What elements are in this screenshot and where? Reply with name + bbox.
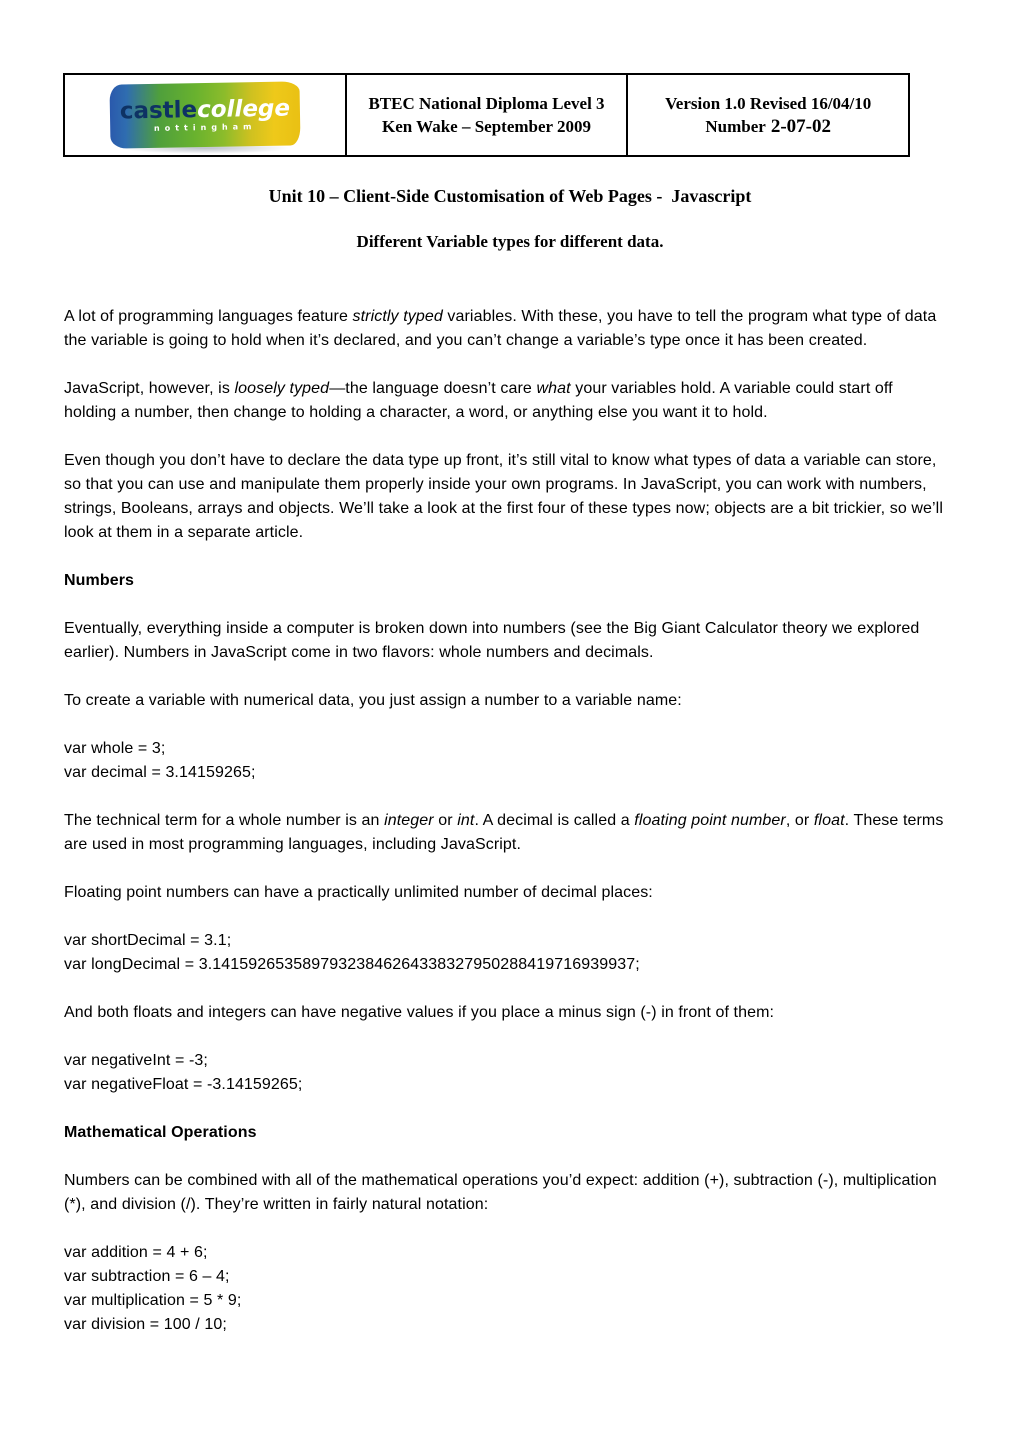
section-heading-mathematical-operations: Mathematical Operations [64,1124,257,1141]
italic-text-segment: what [536,380,571,397]
logo-brand [119,97,290,123]
italic-text-segment: int [457,812,475,829]
code-line: var subtraction = 6 – 4; [64,1268,230,1285]
course-info-cell [347,75,629,155]
code-line: var negativeInt = -3; [64,1052,208,1069]
version-line: Version 1.0 Revised 16/04/10 [665,94,872,113]
logo-brand-castle: castle [119,96,198,124]
italic-text-segment: loosely typed [234,380,330,397]
document-number: 2-07-02 [770,116,831,137]
text-segment: —the language doesn’t care [329,380,537,397]
document-body [64,305,948,1337]
code-line: var longDecimal = 3.14159265358979323846264338327950288419716939937; [64,956,640,973]
italic-text-segment: float [813,812,845,829]
number-label: Number [705,117,766,136]
text-segment: Floating point numbers can have a practically unlimited number of decimal places: [64,884,653,901]
text-segment: . These terms are used in most programming languages, including JavaScript. [64,812,944,853]
paragraph-data-types-overview [64,449,948,545]
paragraph-floating-point [64,881,948,905]
code-line: var negativeFloat = -3.14159265; [64,1076,303,1093]
code-line: var addition = 4 + 6; [64,1244,208,1261]
paragraph-create-variable [64,689,948,713]
logo-brand-college: college [196,95,291,123]
page-title: Unit 10 – Client-Side Customisation of Web Pages - Javascript [268,186,752,206]
logo-paint-swatch [109,81,300,148]
header-table [63,73,910,157]
text-segment: . A decimal is called a [474,812,635,829]
logo-nottingham-label: nottingham [153,121,257,133]
section-heading-numbers: Numbers [64,572,135,589]
text-segment: Even though you don’t have to declare the data type up front, it’s still vital to know what types of data a variable can store, so that you can use and manipulate them properly inside your own programs. In JavaScript, you can work with numbers, strings, Booleans, arrays and objects. We’ll take a look at the first four of these types now; objects are a bit trickier, so we’ll look at them in a separate article. [64,452,943,541]
paragraph-integer-float-terms [64,809,948,857]
code-line: var multiplication = 5 * 9; [64,1292,242,1309]
logo-cell [65,75,347,155]
paragraph-negative-values [64,1001,948,1025]
page-subtitle: Different Variable types for different data. [356,232,664,251]
castle-college-logo [110,83,300,147]
italic-text-segment: floating point number [634,812,786,829]
code-block-negatives [64,1049,948,1097]
text-segment: To create a variable with numerical data, you just assign a number to a variable name: [64,692,682,709]
italic-text-segment: strictly typed [352,308,443,325]
code-line: var whole = 3; [64,740,166,757]
text-segment: The technical term for a whole number is an [64,812,385,829]
text-segment: And both floats and integers can have negative values if you place a minus sign (-) in front of them: [64,1004,775,1021]
paragraph-loosely-typed [64,377,948,425]
text-segment: JavaScript, however, is [64,380,235,397]
text-segment: , or [785,812,814,829]
code-block-whole-decimal [64,737,948,785]
text-segment: A lot of programming languages feature [64,308,353,325]
code-block-decimals [64,929,948,977]
text-segment: or [433,812,458,829]
text-segment: your variables hold. A variable could start off holding a number, then change to holding a character, a word, or anything else you want it to hold. [64,380,893,421]
italic-text-segment: integer [384,812,434,829]
author-date: Ken Wake – September 2009 [381,117,592,136]
code-line: var decimal = 3.14159265; [64,764,256,781]
version-cell [628,75,908,155]
code-line: var shortDecimal = 3.1; [64,932,232,949]
paragraph-numbers-intro [64,617,948,665]
text-segment: Numbers can be combined with all of the mathematical operations you’d expect: addition (+), subtraction (-), multiplication (*), and division (/). They’re written in fairly natural notation: [64,1172,937,1213]
paragraph-strictly-typed [64,305,948,353]
paragraph-operations-intro [64,1169,948,1217]
code-line: var division = 100 / 10; [64,1316,227,1333]
code-block-operations [64,1241,948,1337]
course-title: BTEC National Diploma Level 3 [368,94,605,113]
text-segment: variables. With these, you have to tell the program what type of data the variable is going to hold when it’s declared, and you can’t change a variable’s type once it has been created. [64,308,937,349]
document-number-line [705,115,831,138]
text-segment: Eventually, everything inside a computer is broken down into numbers (see the Big Giant Calculator theory we explored earlier). Numbers in JavaScript come in two flavors: whole numbers and decimals. [64,620,920,661]
